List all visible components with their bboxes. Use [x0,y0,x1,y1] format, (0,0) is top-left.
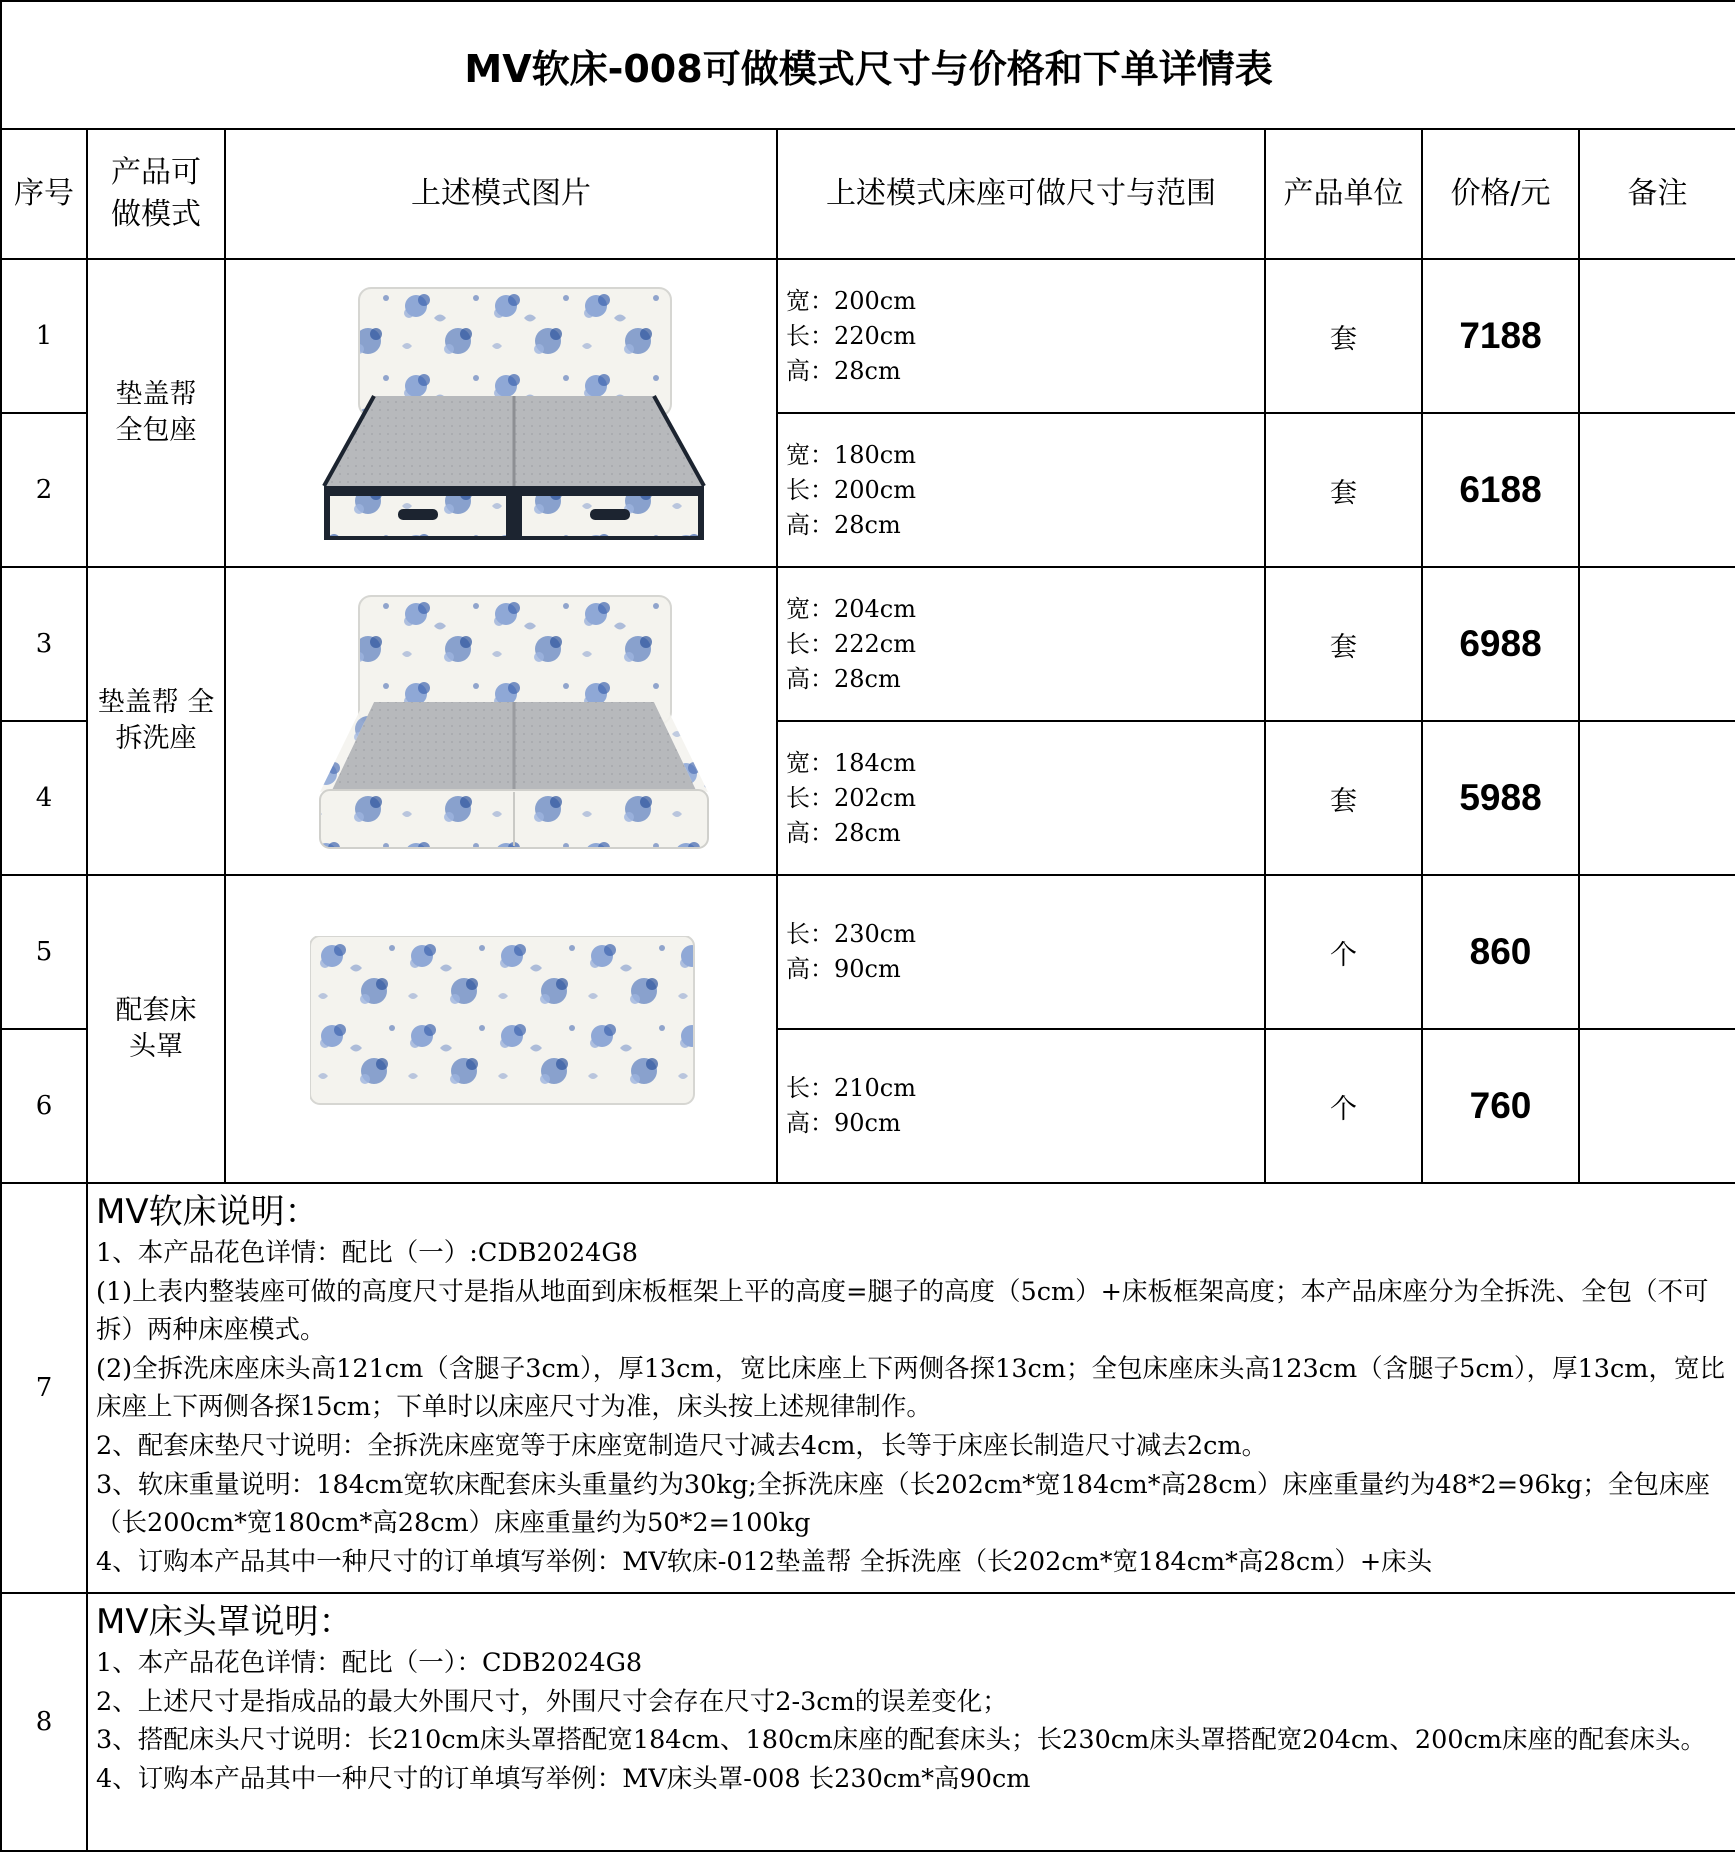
remark-cell [1579,259,1735,413]
row-seq: 1 [1,259,87,413]
unit-cell: 个 [1265,875,1422,1029]
note-line: (2)全拆洗床座床头高121cm（含腿子3cm），厚13cm，宽比床座上下两侧各探13cm；全包床座床头高123cm（含腿子5cm），厚13cm，宽比床座上下两侧各探15cm；下单时以床座尺寸为准，床头按上述规律制作。 [96,1353,1725,1423]
row-seq: 3 [1,567,87,721]
unit-cell: 套 [1265,413,1422,567]
row-seq: 5 [1,875,87,1029]
size-cell: 宽：200cm 长：220cm 高：28cm [777,259,1265,413]
bed-notes [87,1183,1735,1593]
note-line: 4、订购本产品其中一种尺寸的订单填写举例：MV床头罩-008 长230cm*高90cm [96,1763,1031,1794]
bed-removable-picture [304,594,724,854]
header-mode: 产品可做模式 [87,129,225,259]
note-line: 2、上述尺寸是指成品的最大外围尺寸，外围尺寸会存在尺寸2-3cm的误差变化； [96,1686,1008,1717]
size-cell: 长：230cm 高：90cm [777,875,1265,1029]
unit-cell: 套 [1265,259,1422,413]
bed-full-cover-picture [304,286,724,546]
notes-heading: MV软床说明： [96,1192,319,1232]
table-header [1,129,1735,259]
header-remark: 备注 [1579,129,1735,259]
note-line: 1、本产品花色详情：配比（一）:CDB2024G8 [96,1238,639,1268]
notes-heading: MV床头罩说明： [96,1602,353,1642]
size-cell: 宽：184cm 长：202cm 高：28cm [777,721,1265,875]
notes-row-headboard [1,1593,1735,1851]
price-cell: 860 [1422,875,1579,1029]
mode-headboard-cover: 配套床头罩 [87,875,225,1183]
size-cell: 宽：180cm 长：200cm 高：28cm [777,413,1265,567]
page-title: MV软床-008可做模式尺寸与价格和下单详情表 [1,1,1735,129]
unit-cell: 套 [1265,567,1422,721]
remark-cell [1579,413,1735,567]
header-image: 上述模式图片 [225,129,777,259]
headboard-cover-picture [310,936,700,1106]
notes-row-bed [1,1183,1735,1593]
price-cell: 5988 [1422,721,1579,875]
bed-image-removable [225,567,777,875]
header-price: 价格/元 [1422,129,1579,259]
note-line: 4、订购本产品其中一种尺寸的订单填写举例：MV软床-012垫盖帮 全拆洗座（长202cm*宽184cm*高28cm）+床头 [96,1546,1433,1577]
remark-cell [1579,567,1735,721]
price-cell: 6188 [1422,413,1579,567]
mode-removable: 垫盖帮 全拆洗座 [87,567,225,875]
headboard-image [225,875,777,1183]
mode-full-cover: 垫盖帮全包座 [87,259,225,567]
unit-cell: 个 [1265,1029,1422,1183]
row-seq: 2 [1,413,87,567]
row-seq: 8 [1,1593,87,1851]
bed-image-full-cover [225,259,777,567]
remark-cell [1579,875,1735,1029]
table-row [1,259,1735,413]
header-unit: 产品单位 [1265,129,1422,259]
remark-cell [1579,1029,1735,1183]
row-seq: 7 [1,1183,87,1593]
note-line: (1)上表内整装座可做的高度尺寸是指从地面到床板框架上平的高度=腿子的高度（5cm）+床板框架高度；本产品床座分为全拆洗、全包（不可拆）两种床座模式。 [96,1276,1709,1346]
note-line: 1、本产品花色详情：配比（一）：CDB2024G8 [96,1648,643,1678]
remark-cell [1579,721,1735,875]
table-row [1,875,1735,1029]
row-seq: 6 [1,1029,87,1183]
unit-cell: 套 [1265,721,1422,875]
note-line: 3、软床重量说明：184cm宽软床配套床头重量约为30kg;全拆洗床座（长202cm*宽184cm*高28cm）床座重量约为48*2=96kg；全包床座（长200cm*宽180cm*高28cm）床座重量约为50*2=100kg [96,1469,1710,1539]
note-line: 2、配套床垫尺寸说明：全拆洗床座宽等于床座宽制造尺寸减去4cm，长等于床座长制造尺寸减去2cm。 [96,1430,1268,1461]
note-line: 3、搭配床头尺寸说明：长210cm床头罩搭配宽184cm、180cm床座的配套床头；长230cm床头罩搭配宽204cm、200cm床座的配套床头。 [96,1725,1707,1756]
row-seq: 4 [1,721,87,875]
table-row [1,567,1735,721]
size-cell: 宽：204cm 长：222cm 高：28cm [777,567,1265,721]
header-seq: 序号 [1,129,87,259]
price-cell: 6988 [1422,567,1579,721]
price-cell: 7188 [1422,259,1579,413]
headboard-notes [87,1593,1735,1851]
price-cell: 760 [1422,1029,1579,1183]
size-cell: 长：210cm 高：90cm [777,1029,1265,1183]
header-size: 上述模式床座可做尺寸与范围 [777,129,1265,259]
